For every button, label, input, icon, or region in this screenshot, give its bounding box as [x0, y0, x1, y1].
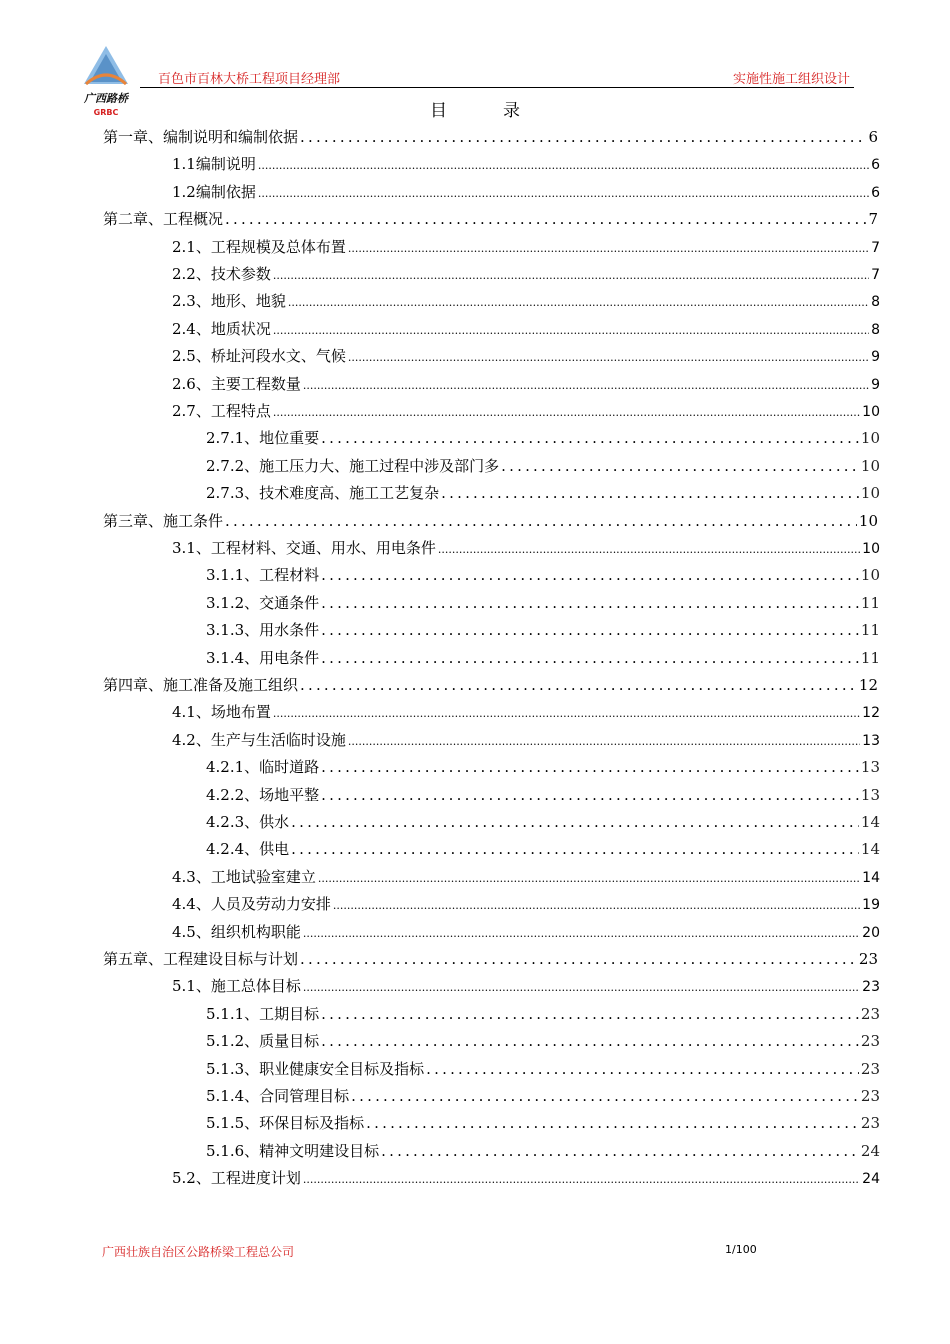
toc-entry-page: 10 [858, 511, 878, 530]
toc-entry[interactable] [103, 208, 878, 230]
toc-entry[interactable] [206, 1058, 880, 1080]
toc-entry[interactable] [206, 784, 880, 806]
toc-entry[interactable] [172, 1167, 880, 1189]
toc-entry-label: 4.4、人员及劳动力安排 [172, 895, 331, 914]
toc-entry-label: 第一章、编制说明和编制依据 [103, 128, 299, 146]
toc-dot-leader [441, 482, 859, 504]
toc-entry-page: 23 [862, 979, 880, 996]
toc-entry-label: 3.1.1、工程材料 [206, 566, 320, 585]
toc-entry[interactable] [172, 537, 880, 559]
toc-entry[interactable] [103, 674, 878, 696]
toc-entry-label: 4.5、组织机构职能 [172, 922, 301, 941]
toc-entry-label: 第五章、工程建设目标与计划 [103, 950, 299, 968]
toc-entry-page: 14 [862, 869, 880, 886]
toc-dot-leader [303, 923, 860, 945]
toc-dot-leader [438, 539, 860, 561]
toc-entry-page: 20 [862, 924, 880, 941]
toc-dot-leader [381, 1140, 859, 1162]
toc-entry-label: 5.1.3、职业健康安全目标及指标 [206, 1059, 425, 1078]
toc-entry-label: 3.1.2、交通条件 [206, 593, 320, 612]
footer-company: 广西壮族自治区公路桥梁工程总公司 [102, 1245, 295, 1259]
toc-dot-leader [300, 674, 857, 696]
toc-entry[interactable] [172, 181, 880, 203]
toc-entry-page: 11 [860, 648, 880, 667]
toc-entry[interactable] [103, 510, 878, 532]
toc-entry-page: 24 [862, 1171, 880, 1188]
toc-dot-leader [321, 756, 859, 778]
toc-entry[interactable] [206, 455, 880, 477]
toc-entry[interactable] [206, 619, 880, 641]
toc-entry[interactable] [172, 701, 880, 723]
toc-entry-label: 2.1、工程规模及总体布置 [172, 237, 346, 256]
toc-entry-page: 11 [860, 621, 880, 640]
toc-entry-page: 8 [871, 321, 880, 338]
toc-dot-leader [291, 838, 859, 860]
toc-entry-label: 5.1.6、精神文明建设目标 [206, 1141, 380, 1160]
toc-dot-leader [318, 868, 860, 890]
toc-entry-page: 14 [860, 813, 880, 831]
toc-entry[interactable] [206, 1112, 880, 1134]
toc-entry-label: 3.1.3、用水条件 [206, 621, 320, 640]
toc-entry-page: 23 [860, 1059, 880, 1078]
toc-entry-page: 12 [862, 705, 880, 722]
toc-entry-page: 7 [871, 267, 880, 283]
toc-dot-leader [291, 811, 859, 833]
toc-dot-leader [300, 948, 857, 970]
toc-entry[interactable] [172, 400, 880, 422]
toc-dot-leader [258, 155, 869, 177]
header-document-type: 实施性施工组织设计 [732, 72, 850, 87]
toc-dot-leader [258, 183, 869, 205]
toc-dot-leader [300, 126, 866, 148]
toc-entry-page: 23 [860, 1087, 880, 1105]
toc-entry-page: 10 [862, 541, 880, 557]
toc-dot-leader [303, 375, 869, 397]
toc-dot-leader [288, 292, 869, 314]
toc-entry-label: 第二章、工程概况 [103, 210, 224, 229]
toc-entry[interactable] [206, 756, 880, 778]
toc-entry-label: 5.1.4、合同管理目标 [206, 1087, 350, 1105]
toc-dot-leader [321, 619, 859, 641]
toc-dot-leader [321, 1003, 859, 1025]
toc-entry-page: 9 [871, 349, 880, 366]
toc-entry-page: 23 [860, 1032, 880, 1051]
toc-entry-page: 7 [871, 239, 880, 256]
toc-entry-page: 6 [871, 184, 880, 201]
toc-dot-leader [273, 265, 869, 287]
toc-entry-label: 第四章、施工准备及施工组织 [103, 676, 299, 694]
toc-entry-page: 13 [862, 732, 880, 749]
toc-entry-page: 10 [860, 566, 880, 585]
toc-dot-leader [351, 1085, 859, 1107]
toc-dot-leader [321, 427, 859, 449]
toc-entry[interactable] [172, 921, 880, 943]
toc-entry-label: 2.7.3、技术难度高、施工工艺复杂 [206, 484, 440, 503]
toc-dot-leader [321, 592, 859, 614]
toc-entry-label: 5.1、施工总体目标 [172, 977, 301, 996]
toc-dot-leader [303, 1169, 860, 1191]
footer-page-number: 1/100 [725, 1243, 757, 1256]
toc-entry-page: 24 [860, 1141, 880, 1160]
toc-dot-leader [321, 647, 859, 669]
toc-entry-page: 23 [860, 1004, 880, 1023]
toc-entry-label: 3.1.4、用电条件 [206, 648, 320, 667]
toc-dot-leader [321, 564, 859, 586]
toc-entry-label: 2.7.2、施工压力大、施工过程中涉及部门多 [206, 456, 500, 475]
toc-entry-page: 12 [858, 676, 878, 694]
toc-entry[interactable] [172, 893, 880, 915]
toc-entry-label: 4.1、场地布置 [172, 703, 271, 722]
toc-entry-label: 5.1.1、工期目标 [206, 1004, 320, 1023]
toc-entry[interactable] [103, 948, 878, 970]
toc-entry[interactable] [206, 1085, 880, 1107]
toc-dot-leader [273, 402, 860, 424]
toc-entry[interactable] [206, 427, 880, 449]
toc-entry-page: 8 [871, 294, 880, 311]
toc-dot-leader [225, 510, 857, 532]
toc-entry[interactable] [206, 592, 880, 614]
toc-entry[interactable] [206, 1003, 880, 1025]
toc-dot-leader [225, 208, 866, 230]
toc-entry-label: 4.2.1、临时道路 [206, 758, 320, 777]
toc-entry-page: 9 [871, 376, 880, 393]
toc-dot-leader [303, 977, 860, 999]
toc-entry-label: 3.1、工程材料、交通、用水、用电条件 [172, 539, 436, 557]
toc-entry-page: 10 [860, 456, 880, 475]
toc-entry[interactable] [172, 866, 880, 888]
toc-dot-leader [333, 895, 860, 917]
toc-entry[interactable] [206, 564, 880, 586]
toc-dot-leader [321, 784, 859, 806]
toc-title: 目录 [430, 101, 576, 121]
toc-entry-label: 2.6、主要工程数量 [172, 374, 301, 393]
toc-entry-label: 2.7、工程特点 [172, 402, 271, 420]
toc-entry-page: 13 [860, 785, 880, 804]
toc-entry-label: 2.5、桥址河段水文、气候 [172, 347, 346, 366]
toc-entry[interactable] [172, 263, 880, 285]
toc-entry-page: 19 [862, 897, 880, 914]
toc-dot-leader [348, 347, 869, 369]
toc-dot-leader [426, 1058, 859, 1080]
toc-entry-label: 2.4、地质状况 [172, 319, 271, 338]
toc-entry-page: 14 [860, 840, 880, 859]
toc-entry-label: 1.2编制依据 [172, 182, 256, 201]
logo-sub: GRBC [93, 108, 119, 117]
toc-entry[interactable] [172, 153, 880, 175]
toc-entry[interactable] [206, 811, 880, 833]
toc-entry-page: 11 [860, 593, 880, 612]
toc-entry[interactable] [206, 838, 880, 860]
toc-entry-page: 10 [860, 484, 880, 503]
toc-entry[interactable] [172, 373, 880, 395]
toc-entry-label: 1.1编制说明 [172, 155, 256, 174]
toc-entry-page: 10 [862, 404, 880, 420]
toc-dot-leader [348, 731, 860, 753]
toc-entry-page: 13 [860, 758, 880, 777]
toc-entry-label: 2.3、地形、地貌 [172, 292, 286, 311]
toc-entry-label: 4.2.2、场地平整 [206, 785, 320, 804]
toc-entry-page: 6 [871, 157, 880, 174]
toc-entry[interactable] [172, 345, 880, 367]
toc-entry[interactable] [172, 729, 880, 751]
toc-entry-label: 4.2、生产与生活临时设施 [172, 730, 346, 749]
toc-entry[interactable] [206, 1030, 880, 1052]
toc-entry-label: 5.2、工程进度计划 [172, 1169, 301, 1188]
toc-entry[interactable] [172, 975, 880, 997]
toc-entry-label: 5.1.5、环保目标及指标 [206, 1114, 365, 1133]
header-divider [140, 87, 854, 88]
toc-entry[interactable] [172, 318, 880, 340]
toc-entry-page: 7 [868, 210, 878, 229]
toc-entry-label: 4.3、工地试验室建立 [172, 867, 316, 886]
toc-entry-page: 23 [858, 950, 878, 968]
toc-entry[interactable] [172, 236, 880, 258]
toc-entry-label: 4.2.4、供电 [206, 840, 290, 859]
toc-entry[interactable] [206, 647, 880, 669]
toc-entry[interactable] [103, 126, 878, 148]
logo-text: 广西路桥 [84, 92, 128, 105]
toc-entry-label: 第三章、施工条件 [103, 511, 224, 530]
toc-dot-leader [273, 703, 860, 725]
header-project-name: 百色市百林大桥工程项目经理部 [158, 72, 341, 87]
toc-entry[interactable] [206, 1140, 880, 1162]
toc-dot-leader [366, 1112, 859, 1134]
toc-dot-leader [501, 455, 859, 477]
toc-dot-leader [321, 1030, 859, 1052]
toc-entry-page: 10 [860, 429, 880, 448]
toc-entry-page: 6 [868, 128, 878, 146]
toc-entry-label: 4.2.3、供水 [206, 813, 290, 831]
toc-entry-page: 23 [860, 1114, 880, 1133]
toc-entry[interactable] [172, 290, 880, 312]
toc-entry[interactable] [206, 482, 880, 504]
toc-entry-label: 2.7.1、地位重要 [206, 429, 320, 448]
toc-entry-label: 5.1.2、质量目标 [206, 1032, 320, 1051]
toc-dot-leader [273, 320, 869, 342]
toc-entry-label: 2.2、技术参数 [172, 265, 271, 283]
toc-dot-leader [348, 238, 869, 260]
